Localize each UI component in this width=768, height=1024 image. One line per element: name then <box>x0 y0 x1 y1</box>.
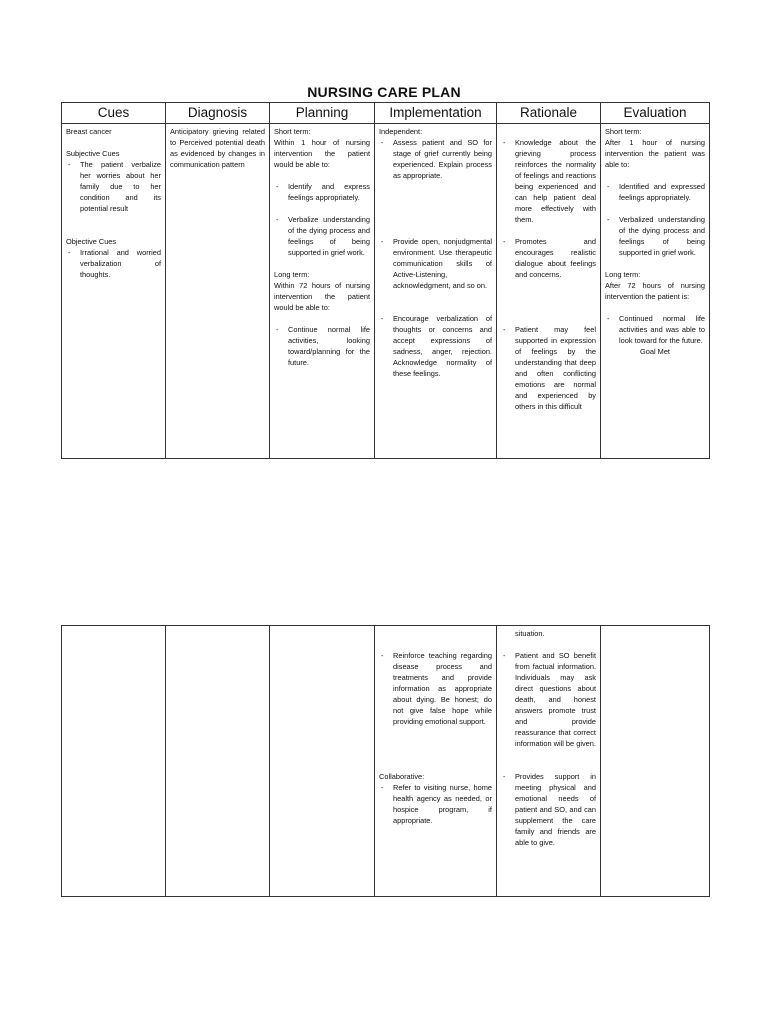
implementation-item: - Provide open, nonjudgmental environment. Use therapeutic communication skills of Active-Listening, acknowledgment, and so on. <box>379 236 492 291</box>
goal-result: Goal Met <box>640 347 670 356</box>
diagnosis-cell <box>166 124 270 459</box>
planning-long-term-text: Within 72 hours of nursing intervention the patient would be able to: <box>274 281 370 312</box>
header-planning: Planning <box>270 103 375 124</box>
planning-long-item: - Continue normal life activities, looking toward/planning for the future. <box>274 324 370 368</box>
care-plan-table <box>61 102 710 459</box>
care-plan-table-continued <box>61 625 710 897</box>
rationale-item: - Knowledge about the grieving process reinforces the normality of feelings and reactions being experienced and can help patient deal more effectively with them. <box>501 137 596 225</box>
rationale-item: - Patient may feel supported in expression of feelings by the understanding that deep and often conflicting emotions are normal and experienced by others in this difficult <box>501 324 596 412</box>
header-diagnosis: Diagnosis <box>166 103 270 124</box>
cues-cell-continued <box>62 626 166 897</box>
rationale-item: - Provides support in meeting physical and emotional needs of patient and SO, and can supplement the care family and friends are able to give. <box>501 771 596 848</box>
implementation-item: - Assess patient and SO for stage of grief currently being experienced. Explain process as appropriate. <box>379 137 492 181</box>
evaluation-long-term-label: Long term: <box>605 270 641 279</box>
planning-short-item: - Verbalize understanding of the dying process and feelings of being supported in grief work. <box>274 214 370 258</box>
evaluation-long-term-text: After 72 hours of nursing intervention the patient is: <box>605 281 705 301</box>
evaluation-long-item: - Continued normal life activities and was able to look toward for the future. <box>605 313 705 346</box>
planning-cell-continued <box>270 626 375 897</box>
header-row <box>62 103 710 124</box>
rationale-item: - Promotes and encourages realistic dialogue about feelings and concerns. <box>501 236 596 280</box>
objective-cues-label: Objective Cues <box>66 237 117 246</box>
planning-short-item: - Identify and express feelings appropriately. <box>274 181 370 203</box>
diagnosis-cell-continued <box>166 626 270 897</box>
evaluation-short-term-label: Short term: <box>605 127 642 136</box>
collaborative-item: - Refer to visiting nurse, home health agency as needed, or hospice program, if appropriate. <box>379 782 492 826</box>
implementation-cell <box>375 124 497 459</box>
implementation-item: - Reinforce teaching regarding disease process and treatments and provide information as appropriate about dying. Be honest; do not give false hope while providing emotional support. <box>379 650 492 727</box>
evaluation-short-term-text: After 1 hour of nursing intervention the patient was able to: <box>605 138 705 169</box>
problem-label: Breast cancer <box>66 127 112 136</box>
table-row <box>62 626 710 897</box>
planning-cell <box>270 124 375 459</box>
evaluation-cell-continued <box>601 626 710 897</box>
cues-cell <box>62 124 166 459</box>
header-rationale: Rationale <box>497 103 601 124</box>
evaluation-cell <box>601 124 710 459</box>
rationale-cell <box>497 124 601 459</box>
planning-short-term-text: Within 1 hour of nursing intervention the patient would be able to: <box>274 138 370 169</box>
implementation-cell-continued <box>375 626 497 897</box>
evaluation-short-item: - Identified and expressed feelings appropriately. <box>605 181 705 203</box>
table-row <box>62 124 710 459</box>
header-implementation: Implementation <box>375 103 497 124</box>
objective-cue-item: - Irrational and worried verbalization of thoughts. <box>66 247 161 280</box>
planning-short-term-label: Short term: <box>274 127 311 136</box>
implementation-item: - Encourage verbalization of thoughts or concerns and accept expressions of sadness, anger, rejection. Acknowledge normality of these feelings. <box>379 313 492 379</box>
independent-label: Independent: <box>379 127 423 136</box>
diagnosis-text: Anticipatory grieving related to Perceived potential death as evidenced by changes in communication pattern <box>170 127 265 169</box>
rationale-continuation: situation. <box>515 629 545 638</box>
rationale-cell-continued <box>497 626 601 897</box>
page-title: NURSING CARE PLAN <box>307 84 461 100</box>
planning-long-term-label: Long term: <box>274 270 310 279</box>
header-cues: Cues <box>62 103 166 124</box>
rationale-item: - Patient and SO benefit from factual information. Individuals may ask direct questions about death, and honest answers promote trust and provide reassurance that correct information will be given. <box>501 650 596 749</box>
evaluation-short-item: - Verbalized understanding of the dying process and feelings of being supported in grief work. <box>605 214 705 258</box>
header-evaluation: Evaluation <box>601 103 710 124</box>
subjective-cue-item: - The patient verbalize her worries about her family due to her condition and its potential result <box>66 159 161 214</box>
collaborative-label: Collaborative: <box>379 772 425 781</box>
subjective-cues-label: Subjective Cues <box>66 149 120 158</box>
